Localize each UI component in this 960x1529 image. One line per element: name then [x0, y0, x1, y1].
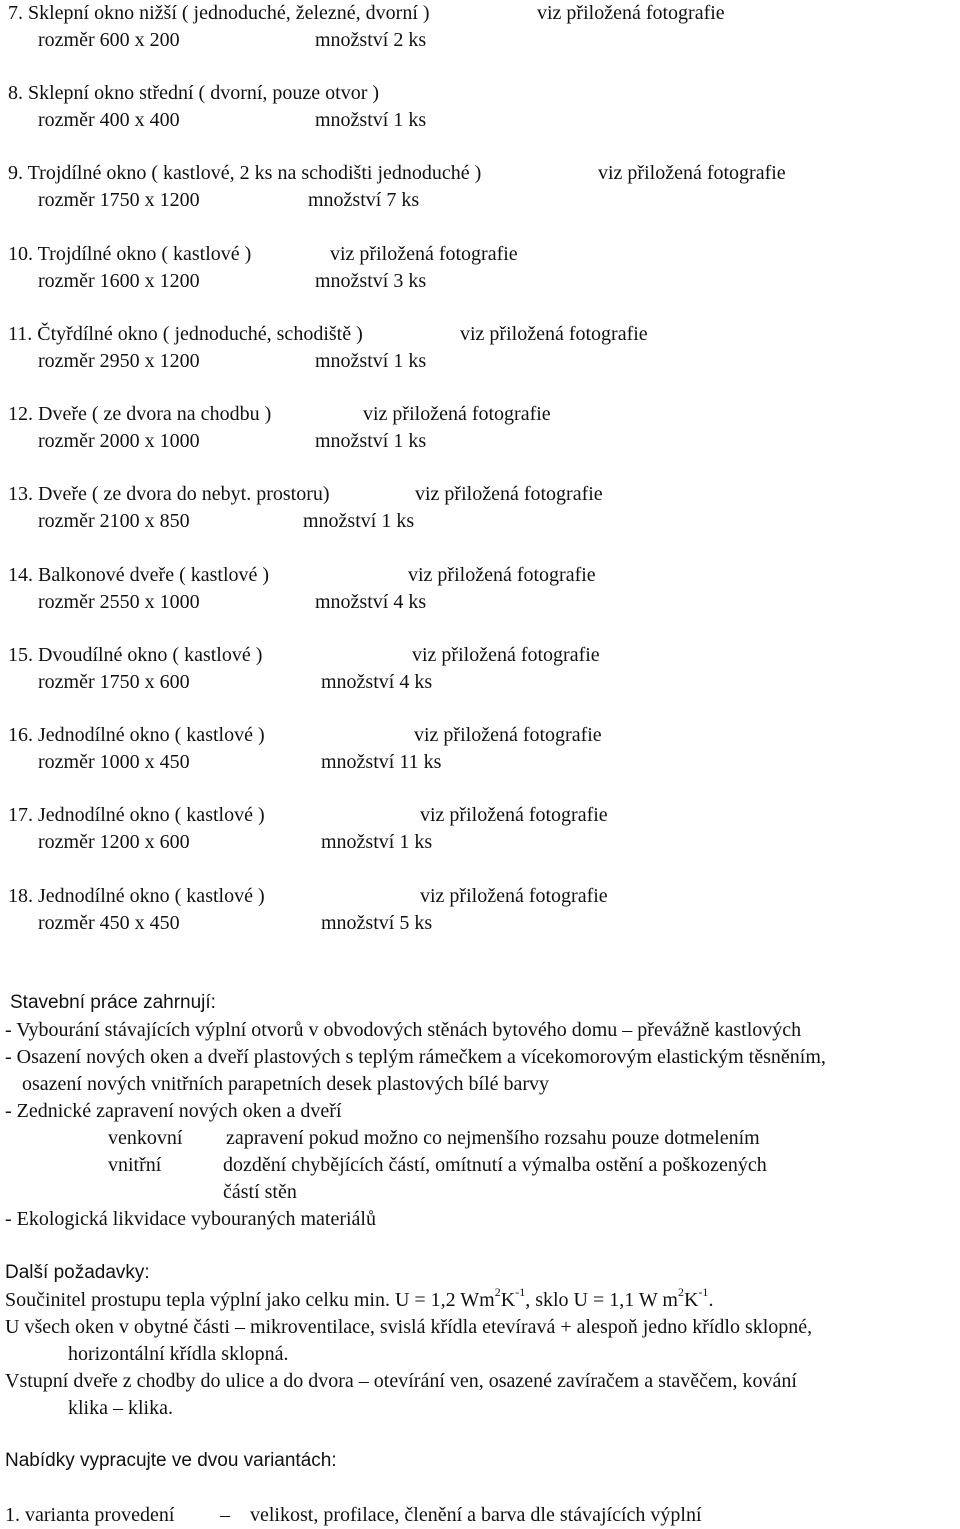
item-15-photo: viz přiložená fotografie — [412, 644, 600, 666]
item-16-photo: viz přiložená fotografie — [414, 724, 602, 746]
item-11-quantity: množství 1 ks — [315, 350, 427, 372]
item-18-heading: 18. Jednodílné okno ( kastlové ) — [8, 885, 265, 907]
exp-1: 2 — [494, 1285, 501, 1300]
variant-1-dash: – — [220, 1504, 230, 1526]
item-15-quantity: množství 4 ks — [321, 671, 433, 693]
item-14-size: rozměr 2550 x 1000 — [38, 591, 200, 613]
item-15-heading: 15. Dvoudílné okno ( kastlové ) — [8, 644, 263, 666]
item-10-heading: 10. Trojdílné okno ( kastlové ) — [8, 243, 252, 265]
item-16-quantity: množství 11 ks — [321, 751, 442, 773]
item-18-quantity: množství 5 ks — [321, 912, 433, 934]
works-sills: osazení nových vnitřních parapetních desek plastových bílé barvy — [22, 1073, 550, 1095]
item-14-heading: 14. Balkonové dveře ( kastlové ) — [8, 564, 270, 586]
exp-2: -1 — [515, 1285, 526, 1300]
works-disposal: - Ekologická likvidace vybouraných materiálů — [5, 1208, 376, 1230]
variant-1-text: velikost, profilace, členění a barva dle stávajících výplní — [250, 1504, 702, 1526]
works-inner-text-cont: částí stěn — [223, 1181, 297, 1203]
item-18-size: rozměr 450 x 450 — [38, 912, 180, 934]
item-10-size: rozměr 1600 x 1200 — [38, 270, 200, 292]
works-title: Stavební práce zahrnují: — [10, 992, 216, 1013]
heat-transfer-text: Součinitel prostupu tepla výplní jako celku min. U = 1,2 Wm — [5, 1289, 495, 1311]
item-7-quantity: množství 2 ks — [315, 29, 427, 51]
works-outer-label: venkovní — [108, 1127, 183, 1149]
item-16-size: rozměr 1000 x 450 — [38, 751, 190, 773]
works-demolition: - Vybourání stávajících výplní otvorů v obvodových stěnách bytového domu – převážně kastlových — [5, 1019, 802, 1041]
works-inner-text: dozdění chybějících částí, omítnutí a výmalba ostění a poškozených — [223, 1154, 767, 1176]
item-17-heading: 17. Jednodílné okno ( kastlové ) — [8, 804, 265, 826]
item-13-heading: 13. Dveře ( ze dvora do nebyt. prostoru) — [8, 483, 330, 505]
works-installation: - Osazení nových oken a dveří plastových s teplým rámečkem a vícekomorovým elastickým těsněním, — [5, 1046, 826, 1068]
item-9-quantity: množství 7 ks — [308, 189, 420, 211]
item-11-heading: 11. Čtyřdílné okno ( jednoduché, schodiště ) — [8, 323, 363, 345]
item-18-photo: viz přiložená fotografie — [420, 885, 608, 907]
works-outer-text: zapravení pokud možno co nejmenšího rozsahu pouze dotmelením — [226, 1127, 760, 1149]
item-12-photo: viz přiložená fotografie — [363, 403, 551, 425]
item-7-heading: 7. Sklepní okno nižší ( jednoduché, železné, dvorní ) — [8, 2, 430, 24]
item-9-heading: 9. Trojdílné okno ( kastlové, 2 ks na schodišti jednoduché ) — [8, 162, 482, 184]
unit-k-2: K — [683, 1289, 699, 1311]
item-8-size: rozměr 400 x 400 — [38, 109, 180, 131]
item-7-photo: viz přiložená fotografie — [537, 2, 725, 24]
entry-door-line: Vstupní dveře z chodby do ulice a do dvora – otevírání ven, osazené zavíračem a stavěčem, kování — [5, 1370, 797, 1392]
item-12-size: rozměr 2000 x 1000 — [38, 430, 200, 452]
works-masonry: - Zednické zapravení nových oken a dveří — [5, 1100, 342, 1122]
item-9-size: rozměr 1750 x 1200 — [38, 189, 200, 211]
ventilation-line: U všech oken v obytné části – mikroventilace, svislá křídla etevíravá + alespoň jedno křídlo sklopné, — [5, 1316, 813, 1338]
item-14-photo: viz přiložená fotografie — [408, 564, 596, 586]
exp-3: 2 — [677, 1285, 684, 1300]
item-11-photo: viz přiložená fotografie — [460, 323, 648, 345]
item-10-quantity: množství 3 ks — [315, 270, 427, 292]
item-14-quantity: množství 4 ks — [315, 591, 427, 613]
item-11-size: rozměr 2950 x 1200 — [38, 350, 200, 372]
item-9-photo: viz přiložená fotografie — [598, 162, 786, 184]
item-8-heading: 8. Sklepní okno střední ( dvorní, pouze otvor ) — [8, 82, 380, 104]
glass-value: , sklo U = 1,1 W m — [525, 1289, 678, 1311]
heat-end: . — [708, 1289, 714, 1311]
item-8-quantity: množství 1 ks — [315, 109, 427, 131]
ventilation-line-cont: horizontální křídla sklopná. — [68, 1343, 289, 1365]
requirements-title: Další požadavky: — [5, 1262, 150, 1283]
works-inner-label: vnitřní — [108, 1154, 162, 1176]
variant-1-label: 1. varianta provedení — [5, 1504, 175, 1526]
unit-k-1: K — [500, 1289, 516, 1311]
item-17-quantity: množství 1 ks — [321, 831, 433, 853]
item-15-size: rozměr 1750 x 600 — [38, 671, 190, 693]
item-17-size: rozměr 1200 x 600 — [38, 831, 190, 853]
entry-door-line-cont: klika – klika. — [68, 1397, 173, 1419]
item-13-quantity: množství 1 ks — [303, 510, 415, 532]
item-13-size: rozměr 2100 x 850 — [38, 510, 190, 532]
item-10-photo: viz přiložená fotografie — [330, 243, 518, 265]
item-12-quantity: množství 1 ks — [315, 430, 427, 452]
heat-transfer-line — [5, 1287, 713, 1313]
item-16-heading: 16. Jednodílné okno ( kastlové ) — [8, 724, 265, 746]
exp-4: -1 — [698, 1285, 709, 1300]
item-13-photo: viz přiložená fotografie — [415, 483, 603, 505]
item-7-size: rozměr 600 x 200 — [38, 29, 180, 51]
item-17-photo: viz přiložená fotografie — [420, 804, 608, 826]
offers-title: Nabídky vypracujte ve dvou variantách: — [5, 1450, 337, 1471]
item-12-heading: 12. Dveře ( ze dvora na chodbu ) — [8, 403, 272, 425]
